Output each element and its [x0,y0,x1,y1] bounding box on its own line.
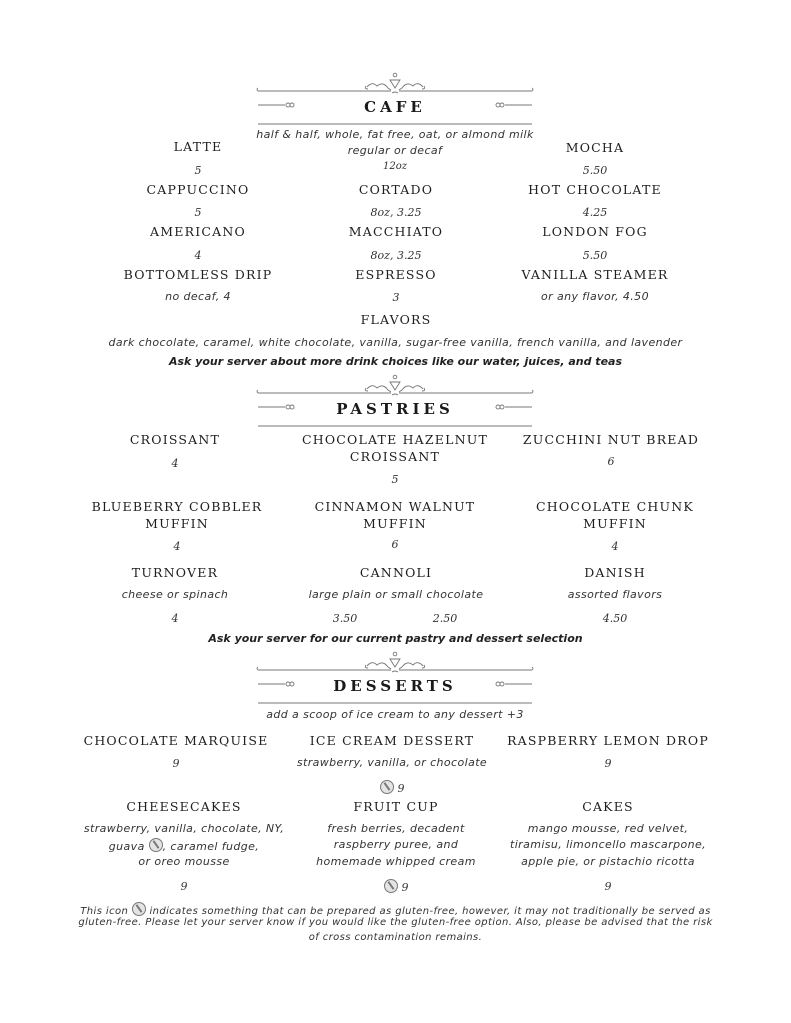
menu-item-price: 4.50 [602,612,628,625]
menu-item-description: mango mousse, red velvet, [527,822,689,835]
menu-item-price: or any flavor, 4.50 [541,290,649,303]
menu-item-price: 6 [391,538,399,551]
menu-item-name: FRUIT CUP [353,799,439,814]
menu-item-name: TURNOVER [131,565,219,580]
menu-item-name: DANISH [584,565,646,580]
desc-text: , caramel fudge, [162,840,260,853]
menu-item-name: MOCHA [565,140,625,155]
menu-item-name: HOT CHOCOLATE [528,182,662,197]
menu-item-description: apple pie, or pistachio ricotta [521,855,695,868]
menu-item-name: CHEESECAKES [126,799,242,814]
size-note: 12oz [382,161,407,172]
decaf-note: regular or decaf [347,144,443,157]
menu-item-price-row [277,779,507,797]
menu-item-price: 4 [194,249,202,262]
menu-item-name: LONDON FOG [542,224,648,239]
menu-item-name: CHOCOLATE MARQUISE [83,733,269,748]
menu-item-name: MACCHIATO [348,224,444,239]
menu-item-price: 5 [194,164,202,177]
menu-item-price: 5.50 [582,249,608,262]
milk-options-note: half & half, whole, fat free, oat, or almond milk [256,128,534,141]
menu-item-price: 8oz, 3.25 [370,206,422,219]
ice-cream-note: add a scoop of ice cream to any dessert +3 [266,708,524,721]
cannoli-large-price: 3.50 [332,612,358,625]
menu-item-name: ZUCCHINI NUT BREAD [522,432,700,447]
drinks-note: Ask your server about more drink choices like our water, juices, and teas [169,355,622,368]
menu-item-price: 5.50 [582,164,608,177]
flavors-list: dark chocolate, caramel, white chocolate, vanilla, sugar-free vanilla, french vanilla, and lavender [108,336,683,349]
menu-item-name: CINNAMON WALNUT MUFFIN [314,499,476,531]
menu-item-price: 6 [607,455,615,468]
menu-item-name: CAKES [582,799,634,814]
menu-item-price: 9 [401,881,409,894]
gluten-free-icon [380,780,394,794]
gluten-free-icon [384,879,398,893]
gluten-free-icon [149,838,163,852]
gluten-free-disclaimer-line2: gluten-free. Please let your server know if you would like the gluten-free option. Also, please be advised that the risk [78,917,713,928]
menu-item-name: CROISSANT [129,432,221,447]
menu-item-description: homemade whipped cream [316,855,476,868]
gluten-free-disclaimer-line3: of cross contamination remains. [308,932,483,943]
menu-item-price: 9 [180,880,188,893]
menu-item-name: CORTADO [358,182,434,197]
desserts-section-title: DESSERTS [333,677,457,695]
menu-item-price: 9 [604,757,612,770]
menu-item-price: no decaf, 4 [165,290,231,303]
menu-item-name: CANNOLI [359,565,433,580]
menu-item-description [69,838,299,853]
menu-item-price: 8oz, 3.25 [370,249,422,262]
menu-item-name: RASPBERRY LEMON DROP [507,733,709,748]
menu-item-name: VANILLA STEAMER [521,267,669,282]
menu-item-name: CAPPUCCINO [146,182,250,197]
menu-item-price: 9 [604,880,612,893]
menu-item-name: CHOCOLATE CHUNK MUFFIN [536,499,694,531]
menu-item-name: LATTE [173,139,223,154]
disclaimer-text: indicates something that can be prepared as gluten-free, however, it may not traditionally be served as [149,906,711,917]
menu-item-description: cheese or spinach [121,588,229,601]
menu-item-price: 5 [391,473,399,486]
gluten-free-disclaimer-line1 [0,902,791,917]
menu-item-price: 9 [397,782,405,795]
disclaimer-text: This icon [80,906,129,917]
menu-item-price: 4 [173,540,181,553]
menu-item-name: ESPRESSO [355,267,437,282]
menu-item-price: 3 [392,291,400,304]
menu-item-description: raspberry puree, and [333,838,459,851]
pastry-note: Ask your server for our current pastry and dessert selection [208,632,583,645]
menu-item-price-row [281,878,511,896]
menu-item-description: strawberry, vanilla, or chocolate [296,756,488,769]
menu-item-price: 4 [611,540,619,553]
flavors-title: FLAVORS [360,312,432,327]
menu-item-name: BOTTOMLESS DRIP [123,267,273,282]
menu-item-description: large plain or small chocolate [308,588,484,601]
menu-item-name: BLUEBERRY COBBLER MUFFIN [91,499,263,531]
menu-item-description: assorted flavors [567,588,663,601]
cannoli-small-price: 2.50 [432,612,458,625]
menu-item-name: AMERICANO [150,224,246,239]
menu-item-name: CHOCOLATE HAZELNUT CROISSANT [301,432,489,464]
pastries-section-title: PASTRIES [336,400,454,418]
menu-item-description: fresh berries, decadent [327,822,465,835]
menu-item-price: 4.25 [582,206,608,219]
gluten-free-icon [132,902,146,916]
menu-item-description: tiramisu, limoncello mascarpone, [509,838,707,851]
guava-label: guava [108,840,145,853]
menu-item-price: 4 [171,457,179,470]
cafe-section-title: CAFE [364,98,426,116]
menu-item-name: ICE CREAM DESSERT [309,733,475,748]
menu-item-price: 5 [194,206,202,219]
menu-item-price: 4 [171,612,179,625]
menu-item-description: strawberry, vanilla, chocolate, NY, [83,822,285,835]
menu-item-price: 9 [172,757,180,770]
menu-item-description: or oreo mousse [138,855,230,868]
